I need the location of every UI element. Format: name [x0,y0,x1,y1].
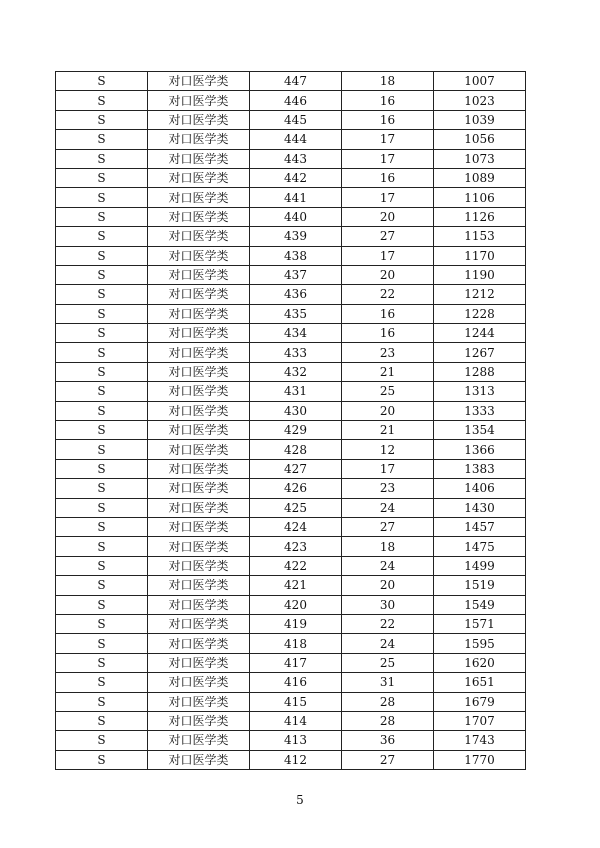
table-row [56,576,526,595]
table-row [56,343,526,362]
table-row [56,130,526,149]
category-cell: S [56,421,148,440]
category-cell: S [56,207,148,226]
count-cell: 21 [342,362,434,381]
count-cell: 21 [342,421,434,440]
cumulative-cell: 1313 [434,382,526,401]
score-cell: 436 [250,285,342,304]
table-row [56,537,526,556]
score-cell: 446 [250,91,342,110]
category-cell: S [56,576,148,595]
cumulative-cell: 1228 [434,304,526,323]
category-cell: S [56,634,148,653]
category-cell: S [56,72,148,91]
count-cell: 18 [342,537,434,556]
table-row [56,634,526,653]
cumulative-cell: 1620 [434,653,526,672]
count-cell: 16 [342,110,434,129]
score-cell: 427 [250,459,342,478]
score-cell: 422 [250,556,342,575]
table-row [56,304,526,323]
score-cell: 435 [250,304,342,323]
subject-cell: 对口医学类 [148,556,250,575]
category-cell: S [56,614,148,633]
cumulative-cell: 1106 [434,188,526,207]
cumulative-cell: 1023 [434,91,526,110]
category-cell: S [56,130,148,149]
table-row [56,653,526,672]
table-row [56,440,526,459]
category-cell: S [56,324,148,343]
count-cell: 16 [342,324,434,343]
score-cell: 433 [250,343,342,362]
subject-cell: 对口医学类 [148,324,250,343]
count-cell: 24 [342,498,434,517]
table-row [56,750,526,769]
score-cell: 432 [250,362,342,381]
count-cell: 24 [342,634,434,653]
count-cell: 22 [342,614,434,633]
cumulative-cell: 1707 [434,711,526,730]
count-cell: 16 [342,168,434,187]
table-row [56,110,526,129]
subject-cell: 对口医学类 [148,91,250,110]
subject-cell: 对口医学类 [148,634,250,653]
table-row [56,556,526,575]
category-cell: S [56,517,148,536]
score-cell: 445 [250,110,342,129]
count-cell: 17 [342,459,434,478]
cumulative-cell: 1519 [434,576,526,595]
category-cell: S [56,91,148,110]
table-row [56,401,526,420]
cumulative-cell: 1007 [434,72,526,91]
subject-cell: 对口医学类 [148,517,250,536]
table-row [56,227,526,246]
category-cell: S [56,673,148,692]
cumulative-cell: 1333 [434,401,526,420]
count-cell: 17 [342,246,434,265]
score-cell: 430 [250,401,342,420]
cumulative-cell: 1073 [434,149,526,168]
subject-cell: 对口医学类 [148,595,250,614]
subject-cell: 对口医学类 [148,110,250,129]
table-row [56,711,526,730]
cumulative-cell: 1153 [434,227,526,246]
score-cell: 439 [250,227,342,246]
subject-cell: 对口医学类 [148,614,250,633]
category-cell: S [56,362,148,381]
category-cell: S [56,498,148,517]
cumulative-cell: 1571 [434,614,526,633]
subject-cell: 对口医学类 [148,188,250,207]
score-cell: 417 [250,653,342,672]
table-row [56,168,526,187]
category-cell: S [56,731,148,750]
score-cell: 438 [250,246,342,265]
subject-cell: 对口医学类 [148,576,250,595]
cumulative-cell: 1126 [434,207,526,226]
table-row [56,731,526,750]
category-cell: S [56,110,148,129]
score-cell: 424 [250,517,342,536]
table-body [56,72,526,770]
category-cell: S [56,246,148,265]
cumulative-cell: 1354 [434,421,526,440]
category-cell: S [56,537,148,556]
category-cell: S [56,168,148,187]
subject-cell: 对口医学类 [148,440,250,459]
table-row [56,382,526,401]
subject-cell: 对口医学类 [148,692,250,711]
score-cell: 425 [250,498,342,517]
subject-cell: 对口医学类 [148,711,250,730]
score-cell: 441 [250,188,342,207]
count-cell: 16 [342,304,434,323]
score-cell: 442 [250,168,342,187]
count-cell: 18 [342,72,434,91]
cumulative-cell: 1089 [434,168,526,187]
count-cell: 20 [342,207,434,226]
cumulative-cell: 1770 [434,750,526,769]
count-cell: 16 [342,91,434,110]
cumulative-cell: 1170 [434,246,526,265]
category-cell: S [56,595,148,614]
subject-cell: 对口医学类 [148,750,250,769]
category-cell: S [56,692,148,711]
subject-cell: 对口医学类 [148,168,250,187]
table-row [56,692,526,711]
count-cell: 20 [342,401,434,420]
category-cell: S [56,750,148,769]
category-cell: S [56,343,148,362]
table-row [56,421,526,440]
count-cell: 28 [342,711,434,730]
cumulative-cell: 1499 [434,556,526,575]
count-cell: 20 [342,265,434,284]
cumulative-cell: 1190 [434,265,526,284]
cumulative-cell: 1595 [434,634,526,653]
category-cell: S [56,459,148,478]
table-row [56,285,526,304]
cumulative-cell: 1457 [434,517,526,536]
table-row [56,479,526,498]
cumulative-cell: 1383 [434,459,526,478]
table-row [56,459,526,478]
subject-cell: 对口医学类 [148,304,250,323]
cumulative-cell: 1212 [434,285,526,304]
count-cell: 24 [342,556,434,575]
category-cell: S [56,711,148,730]
category-cell: S [56,401,148,420]
cumulative-cell: 1430 [434,498,526,517]
subject-cell: 对口医学类 [148,130,250,149]
table-row [56,265,526,284]
score-cell: 415 [250,692,342,711]
subject-cell: 对口医学类 [148,362,250,381]
score-cell: 429 [250,421,342,440]
count-cell: 23 [342,479,434,498]
count-cell: 31 [342,673,434,692]
category-cell: S [56,304,148,323]
count-cell: 25 [342,653,434,672]
score-cell: 412 [250,750,342,769]
subject-cell: 对口医学类 [148,343,250,362]
score-table [55,71,526,770]
subject-cell: 对口医学类 [148,265,250,284]
score-cell: 426 [250,479,342,498]
category-cell: S [56,188,148,207]
cumulative-cell: 1679 [434,692,526,711]
table-row [56,91,526,110]
table-row [56,673,526,692]
score-cell: 444 [250,130,342,149]
count-cell: 23 [342,343,434,362]
subject-cell: 对口医学类 [148,459,250,478]
score-cell: 434 [250,324,342,343]
subject-cell: 对口医学类 [148,498,250,517]
table-row [56,614,526,633]
score-cell: 428 [250,440,342,459]
count-cell: 20 [342,576,434,595]
subject-cell: 对口医学类 [148,537,250,556]
table-row [56,207,526,226]
table-row [56,149,526,168]
score-cell: 423 [250,537,342,556]
score-cell: 420 [250,595,342,614]
category-cell: S [56,440,148,459]
subject-cell: 对口医学类 [148,382,250,401]
table-row [56,72,526,91]
category-cell: S [56,265,148,284]
score-cell: 437 [250,265,342,284]
category-cell: S [56,556,148,575]
score-cell: 418 [250,634,342,653]
table-row [56,246,526,265]
cumulative-cell: 1288 [434,362,526,381]
subject-cell: 对口医学类 [148,673,250,692]
subject-cell: 对口医学类 [148,731,250,750]
category-cell: S [56,227,148,246]
category-cell: S [56,479,148,498]
subject-cell: 对口医学类 [148,227,250,246]
subject-cell: 对口医学类 [148,479,250,498]
count-cell: 12 [342,440,434,459]
count-cell: 17 [342,130,434,149]
cumulative-cell: 1366 [434,440,526,459]
cumulative-cell: 1267 [434,343,526,362]
subject-cell: 对口医学类 [148,72,250,91]
score-cell: 413 [250,731,342,750]
count-cell: 17 [342,149,434,168]
cumulative-cell: 1651 [434,673,526,692]
category-cell: S [56,382,148,401]
category-cell: S [56,653,148,672]
category-cell: S [56,149,148,168]
table-row [56,188,526,207]
subject-cell: 对口医学类 [148,246,250,265]
count-cell: 28 [342,692,434,711]
cumulative-cell: 1743 [434,731,526,750]
subject-cell: 对口医学类 [148,207,250,226]
count-cell: 30 [342,595,434,614]
score-cell: 440 [250,207,342,226]
subject-cell: 对口医学类 [148,285,250,304]
score-cell: 431 [250,382,342,401]
subject-cell: 对口医学类 [148,653,250,672]
count-cell: 22 [342,285,434,304]
cumulative-cell: 1244 [434,324,526,343]
cumulative-cell: 1039 [434,110,526,129]
count-cell: 25 [342,382,434,401]
count-cell: 36 [342,731,434,750]
page-number: 5 [296,793,304,807]
subject-cell: 对口医学类 [148,401,250,420]
score-cell: 443 [250,149,342,168]
score-cell: 416 [250,673,342,692]
cumulative-cell: 1549 [434,595,526,614]
table-row [56,324,526,343]
table-row [56,498,526,517]
subject-cell: 对口医学类 [148,421,250,440]
cumulative-cell: 1056 [434,130,526,149]
count-cell: 27 [342,227,434,246]
count-cell: 27 [342,750,434,769]
score-cell: 421 [250,576,342,595]
category-cell: S [56,285,148,304]
table-row [56,595,526,614]
score-cell: 414 [250,711,342,730]
score-cell: 447 [250,72,342,91]
count-cell: 17 [342,188,434,207]
score-cell: 419 [250,614,342,633]
cumulative-cell: 1475 [434,537,526,556]
table-row [56,517,526,536]
count-cell: 27 [342,517,434,536]
cumulative-cell: 1406 [434,479,526,498]
subject-cell: 对口医学类 [148,149,250,168]
table-row [56,362,526,381]
